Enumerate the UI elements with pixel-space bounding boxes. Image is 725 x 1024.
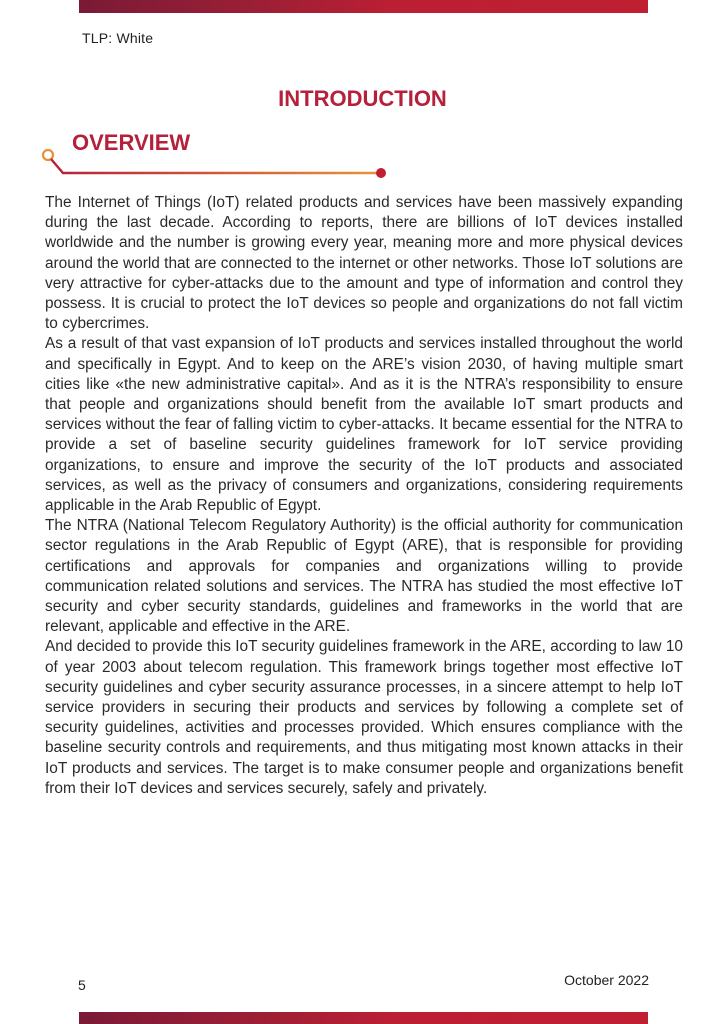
section-subtitle: OVERVIEW xyxy=(72,130,191,155)
footer-date: October 2022 xyxy=(564,972,649,988)
paragraph: As a result of that vast expansion of IoT products and services installed throughout the world and specifically in Egypt. And to keep on the ARE’s vision 2030, of having multiple smart cities like «the new administrative capital». And as it is the NTRA’s responsibility to ensure that people and organizations should benefit from the available IoT smart products and services without the fear of falling victim to cyber-attacks. It became essential for the NTRA to provide a set of baseline security guidelines framework for IoT service providing organizations, to ensure and improve the security of the IoT products and associated services, as well as the privacy of consumers and organizations, considering requirements applicable in the Arab Republic of Egypt. xyxy=(45,335,683,515)
section-title-text: INTRODUCTION xyxy=(278,86,447,111)
circuit-line-decoration-icon xyxy=(38,145,398,185)
paragraph: The Internet of Things (IoT) related products and services have been massively expanding during the last decade. According to reports, there are billions of IoT devices installed worldwide and the number is growing every year, meaning more and more physical devices around the world that are connected to the internet or other networks. Those IoT solutions are very attractive for cyber-attacks due to the amount and type of information and control they possess. It is crucial to protect the IoT devices so people and organizations do not fall victim to cybercrimes. xyxy=(45,194,683,333)
section-title xyxy=(0,86,725,112)
header-color-bar xyxy=(79,0,648,13)
tlp-label: TLP: White xyxy=(82,30,154,46)
footer-color-bar xyxy=(79,1012,648,1024)
page-number: 5 xyxy=(78,977,86,993)
overview-body xyxy=(45,193,683,799)
paragraph: And decided to provide this IoT security guidelines framework in the ARE, according to law 10 of year 2003 about telecom regulation. This framework brings together most effective IoT security guidelines and cyber security assurance processes, in a sincere attempt to help IoT service providers in securing their products and services by following a complete set of security guidelines, activities and processes provided. Which ensures compliance with the baseline security controls and requirements, and thus mitigating most known attacks in their IoT products and services. The target is to make consumer people and organizations benefit from their IoT devices and services securely, safely and privately. xyxy=(45,638,683,797)
paragraph: The NTRA (National Telecom Regulatory Authority) is the official authority for communication sector regulations in the Arab Republic of Egypt (ARE), that is responsible for providing certifications and approvals for companies and organizations willing to provide communication related solutions and services. The NTRA has studied the most effective IoT security and cyber security standards, guidelines and frameworks in the world that are relevant, applicable and effective in the ARE. xyxy=(45,517,683,636)
